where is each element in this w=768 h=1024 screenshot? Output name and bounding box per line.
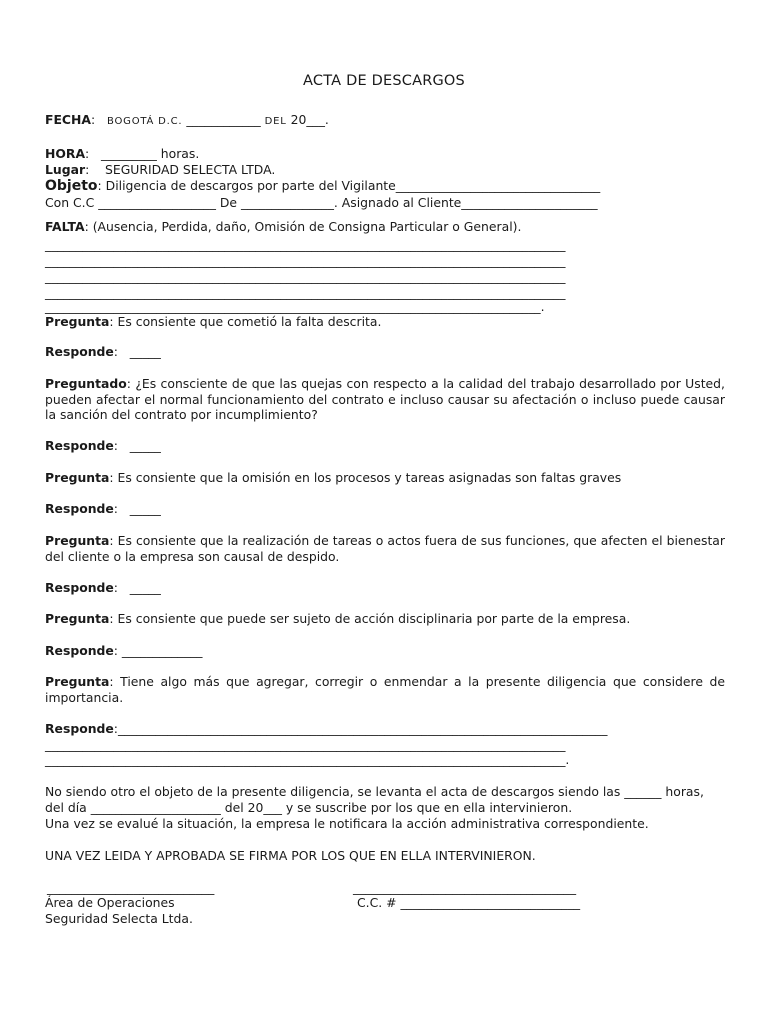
lugar-value: SEGURIDAD SELECTA LTDA.	[105, 162, 276, 177]
fecha-del: DEL	[264, 116, 287, 127]
fecha-city: BOGOTÁ D.C.	[106, 116, 183, 127]
hora-label: HORA	[45, 146, 86, 161]
response-label: Responde	[45, 643, 114, 658]
question-text: Es consiente que cometió la falta descrita.	[117, 314, 382, 329]
falta-blank-line: ____________________________________________________________________________________	[45, 253, 566, 268]
question-label: Pregunta	[45, 533, 110, 548]
closing-line-2: del día _____________________ del 20___ y se suscribe por los que en ella intervinieron.	[45, 800, 573, 815]
document-title: ACTA DE DESCARGOS	[303, 73, 465, 89]
signature-line-right: ____________________________________	[353, 880, 577, 895]
lugar-line: Lugar: SEGURIDAD SELECTA LTDA.	[45, 162, 276, 177]
response-extra-line: ____________________________________________________________________________________.	[45, 752, 570, 767]
question-3: Pregunta: Es consiente que la omisión en los procesos y tareas asignadas son faltas graves	[45, 470, 622, 485]
falta-label: FALTA	[45, 219, 85, 234]
question-1: Pregunta: Es consiente que cometió la falta descrita.	[45, 314, 382, 329]
question-label: Pregunta	[45, 470, 110, 485]
question-text: ¿Es consciente de que las quejas con respecto a la calidad del trabajo desarrollado por Usted, pueden afectar el normal funcionamiento del contrato e incluso causar su afectación o incluso puede causar la sanción del contrato por incumplimiento?	[45, 376, 725, 423]
objeto-line: Objeto: Diligencia de descargos por parte del Vigilante_________________________________	[45, 178, 601, 194]
question-6: Pregunta: Tiene algo más que agregar, corregir o enmendar a la presente diligencia que considere de importancia.	[45, 674, 725, 705]
question-label: Pregunta	[45, 314, 110, 329]
fecha-line: FECHA: BOGOTÁ D.C. ____________ DEL 20___.	[45, 112, 329, 127]
signature-company: Seguridad Selecta Ltda.	[45, 911, 193, 926]
hora-blank: _________	[101, 146, 157, 161]
response-blank: _____	[129, 438, 161, 453]
response-blank: _____________	[121, 643, 203, 658]
fecha-blank: ____________	[186, 112, 261, 127]
response-label: Responde	[45, 344, 114, 359]
response-extra-line: ____________________________________________________________________________________	[45, 737, 566, 752]
fecha-label: FECHA	[45, 112, 91, 127]
closing-line-3: Una vez se evalué la situación, la empresa le notificara la acción administrativa correspondiente.	[45, 816, 649, 831]
question-5: Pregunta: Es consiente que puede ser sujeto de acción disciplinaria por parte de la empresa.	[45, 611, 631, 626]
question-label: Pregunta	[45, 674, 110, 689]
question-text: Tiene algo más que agregar, corregir o enmendar a la presente diligencia que considere de importancia.	[45, 674, 725, 705]
signature-cc: C.C. # _____________________________	[357, 895, 581, 910]
question-text: Es consiente que la realización de tareas o actos fuera de sus funciones, que afecten el bienestar del cliente o la empresa son causal de despido.	[45, 533, 725, 564]
response-label: Responde	[45, 438, 114, 453]
approval-statement: UNA VEZ LEIDA Y APROBADA SE FIRMA POR LOS QUE EN ELLA INTERVINIERON.	[45, 848, 536, 863]
response-1: Responde: _____	[45, 344, 161, 359]
falta-blank-line: ____________________________________________________________________________________	[45, 269, 566, 284]
hora-line: HORA: _________ horas.	[45, 146, 200, 161]
objeto-label: Objeto	[45, 178, 98, 194]
fecha-year: 20___.	[290, 112, 329, 127]
response-label: Responde	[45, 721, 114, 736]
falta-blank-line: ________________________________________________________________________________.	[45, 299, 545, 314]
con-cc-line: Con C.C ___________________ De _______________. Asignado al Cliente______________________	[45, 195, 598, 210]
response-blank: _____	[129, 580, 161, 595]
response-label: Responde	[45, 501, 114, 516]
hora-suffix: horas.	[160, 146, 200, 161]
falta-value: (Ausencia, Perdida, daño, Omisión de Consigna Particular o General).	[92, 219, 522, 234]
question-label: Preguntado	[45, 376, 127, 391]
question-2: Preguntado: ¿Es consciente de que las quejas con respecto a la calidad del trabajo desarrollado por Usted, pueden afectar el normal funcionamiento del contrato e incluso causar su afectación o incluso puede causar la sanción del contrato por incumplimiento?	[45, 376, 725, 423]
response-4: Responde: _____	[45, 580, 161, 595]
signature-line-left: ___________________________	[47, 880, 215, 895]
response-blank: _______________________________________________________________________________	[117, 721, 608, 736]
response-blank: _____	[129, 501, 161, 516]
question-text: Es consiente que la omisión en los procesos y tareas asignadas son faltas graves	[117, 470, 622, 485]
question-4: Pregunta: Es consiente que la realización de tareas o actos fuera de sus funciones, que afecten el bienestar del cliente o la empresa son causal de despido.	[45, 533, 725, 564]
objeto-value: Diligencia de descargos por parte del Vigilante_________________________________	[105, 178, 601, 193]
falta-blank-line: ____________________________________________________________________________________	[45, 237, 566, 252]
response-6: Responde:_______________________________________________________________________________	[45, 721, 608, 736]
falta-line: FALTA: (Ausencia, Perdida, daño, Omisión de Consigna Particular o General).	[45, 219, 522, 234]
question-label: Pregunta	[45, 611, 110, 626]
signature-role: Área de Operaciones	[45, 895, 175, 910]
closing-line-1: No siendo otro el objeto de la presente diligencia, se levanta el acta de descargos siendo las ______ horas,	[45, 784, 704, 799]
question-text: Es consiente que puede ser sujeto de acción disciplinaria por parte de la empresa.	[117, 611, 631, 626]
response-5: Responde: _____________	[45, 643, 203, 658]
response-2: Responde: _____	[45, 438, 161, 453]
lugar-label: Lugar	[45, 162, 86, 177]
response-blank: _____	[129, 344, 161, 359]
response-label: Responde	[45, 580, 114, 595]
falta-blank-line: ____________________________________________________________________________________	[45, 285, 566, 300]
response-3: Responde: _____	[45, 501, 161, 516]
